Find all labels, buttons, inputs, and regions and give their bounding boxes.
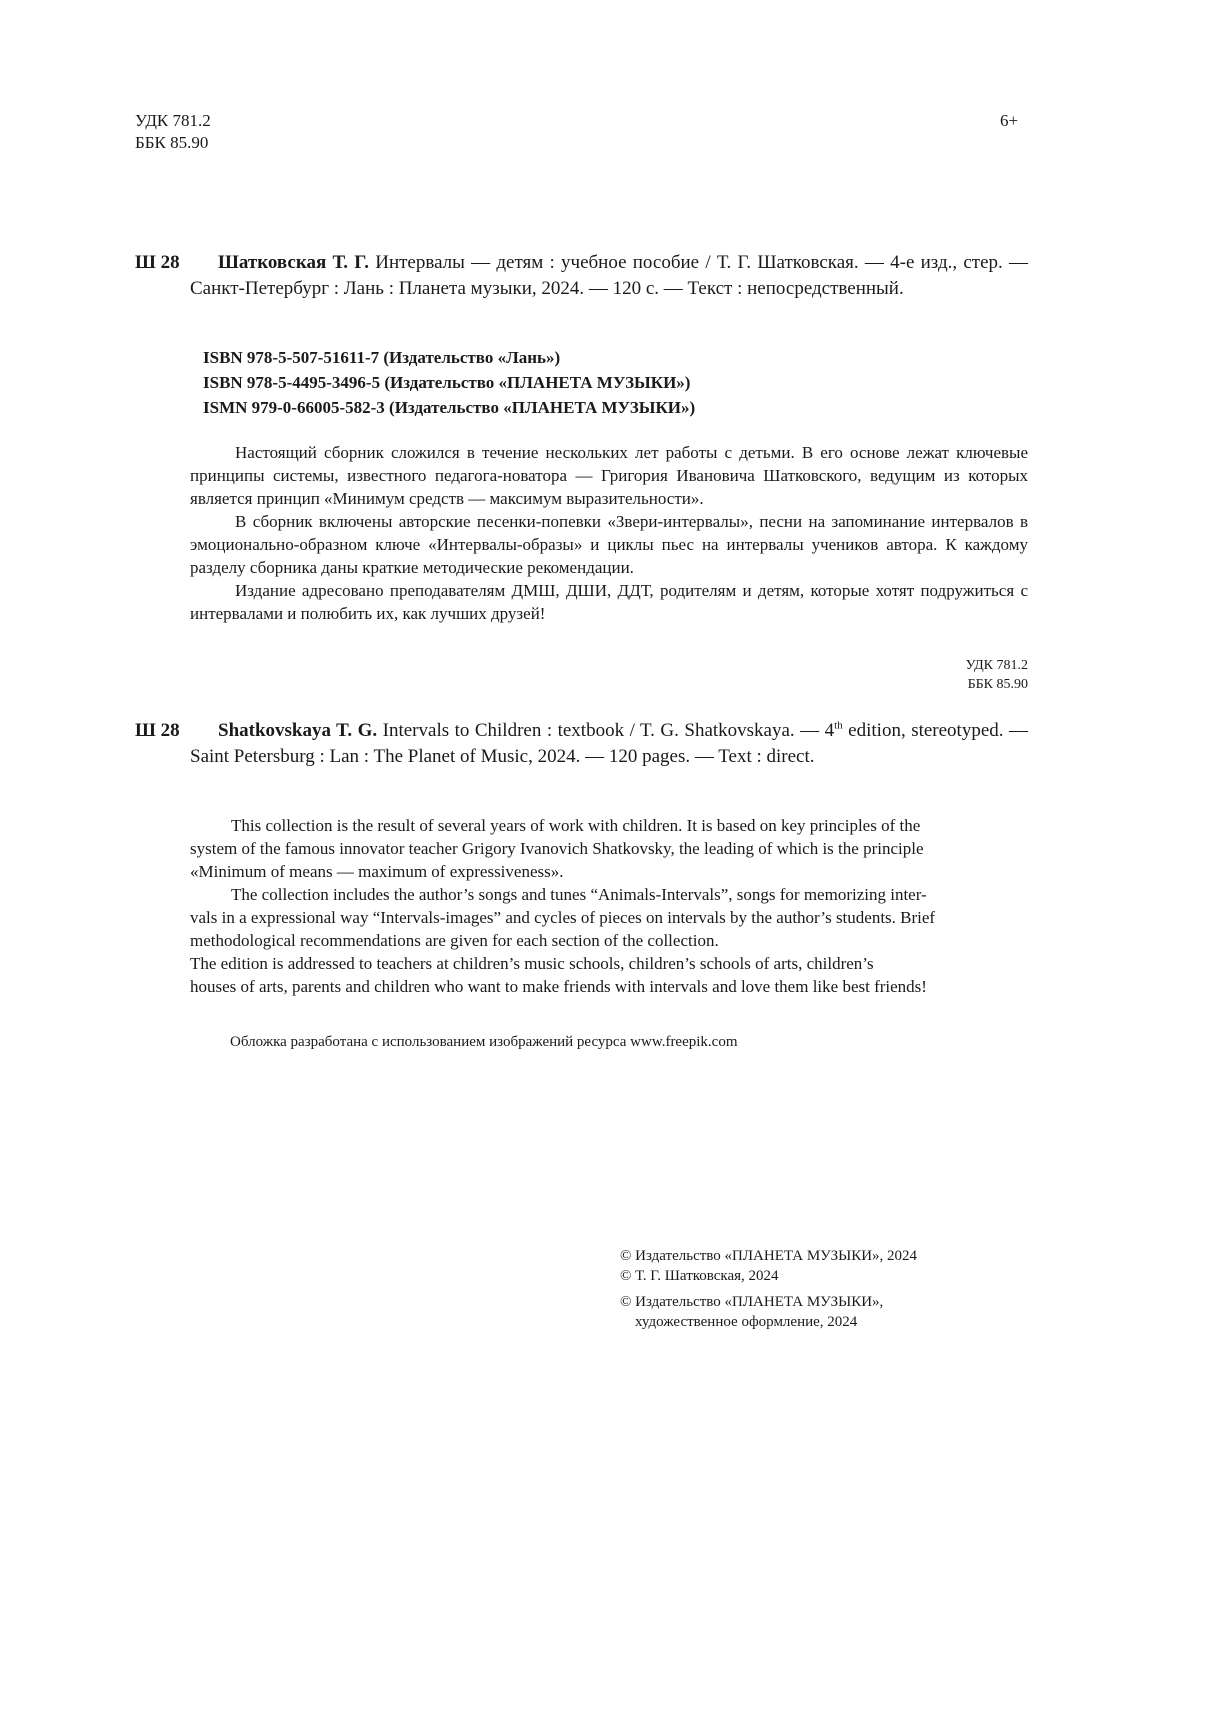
en-line: The edition is addressed to teachers at children’s music schools, children’s schools of arts, children’s: [190, 954, 874, 973]
copyright-design: © Издательство «ПЛАНЕТА МУЗЫКИ»,: [620, 1294, 884, 1310]
en-annotation-paragraph: [190, 814, 1030, 883]
en-annotation: [190, 814, 1030, 998]
cover-note: Обложка разработана с использованием изображений ресурса www.freepik.com: [230, 1034, 738, 1050]
ismn-planeta: ISMN 979-0-66005-582-3 (Издательство «ПЛАНЕТА МУЗЫКИ»): [203, 398, 696, 417]
udk-code: УДК 781.2: [135, 111, 211, 130]
isbn-planeta: ISBN 978-5-4495-3496-5 (Издательство «ПЛАНЕТА МУЗЫКИ»): [203, 373, 691, 392]
ru-annotation-paragraph: Издание адресовано преподавателям ДМШ, ДШИ, ДДТ, родителям и детям, которые хотят подружиться с интервалами и полюбить их, как лучших друзей!: [190, 581, 1028, 623]
en-record: [190, 718, 1028, 770]
copyright-block: [620, 1246, 917, 1332]
ru-record: [190, 250, 1028, 302]
en-annotation-paragraph: [190, 952, 1030, 998]
ru-annotation: [190, 441, 1028, 625]
en-line: houses of arts, parents and children who want to make friends with intervals and love them like best friends!: [190, 977, 927, 996]
bbk-code: ББК 85.90: [135, 133, 209, 152]
en-record-body: Intervals to Children : textbook / T. G. Shatkovskaya. — 4: [382, 720, 835, 741]
en-record-body-rest: edition, stereotyped. — Saint Petersburg : Lan : The Planet of Music, 2024. — 120 pages. — Text : direct.: [190, 720, 1029, 767]
en-line: vals in a expressional way “Intervals-images” and cycles of pieces on intervals by the author’s students. Brief: [190, 908, 936, 927]
ru-record-code: Ш 28: [135, 252, 180, 273]
ru-annotation-paragraph: В сборник включены авторские песенки-попевки «Звери-интервалы», песни на запоминание интервалов в эмоционально-образном ключе «Интервалы-образы» и циклы пьес на интервалы учеников автора. К каждому разделу сборника даны краткие методические рекомендации.: [190, 512, 1028, 577]
en-record-code: Ш 28: [135, 720, 180, 741]
copyright-author: © Т. Г. Шатковская, 2024: [620, 1268, 779, 1284]
ru-record-body: Интервалы — детям : учебное пособие / Т. Г. Шатковская. — 4-е изд., стер. — Санкт-Петербург : Лань : Планета музыки, 2024. — 120 с. — Текст : непосредственный.: [190, 252, 1029, 299]
en-line: «Minimum of means — maximum of expressiveness».: [190, 862, 564, 881]
en-line: methodological recommendations are given for each section of the collection.: [190, 931, 719, 950]
en-line: The collection includes the author’s songs and tunes “Animals-Intervals”, songs for memorizing inter-: [231, 885, 927, 904]
age-rating: 6+: [1000, 111, 1019, 130]
isbn-list: [203, 346, 695, 419]
en-line: This collection is the result of several years of work with children. It is based on key principles of the: [231, 816, 921, 835]
isbn-lan: ISBN 978-5-507-51611-7 (Издательство «Лань»): [203, 348, 561, 367]
en-annotation-paragraph: [190, 883, 1030, 952]
copyright-design-cont: художественное оформление, 2024: [635, 1314, 858, 1330]
en-line: system of the famous innovator teacher Grigory Ivanovich Shatkovsky, the leading of which is the principle: [190, 839, 924, 858]
classification-right: [880, 656, 1028, 694]
en-record-author: Shatkovskaya T. G.: [218, 720, 378, 741]
ru-annotation-paragraph: Настоящий сборник сложился в течение нескольких лет работы с детьми. В его основе лежат ключевые принципы системы, известного педагога-новатора — Григория Ивановича Шатковского, ведущим из которых является принцип «Минимум средств — максимум выразительности».: [190, 443, 1028, 508]
bbk-code-right: ББК 85.90: [967, 677, 1028, 692]
copyright-publisher: © Издательство «ПЛАНЕТА МУЗЫКИ», 2024: [620, 1248, 918, 1264]
ru-record-author: Шатковская Т. Г.: [218, 252, 369, 273]
en-record-superscript: th: [834, 719, 843, 732]
udk-code-right: УДК 781.2: [965, 658, 1028, 673]
